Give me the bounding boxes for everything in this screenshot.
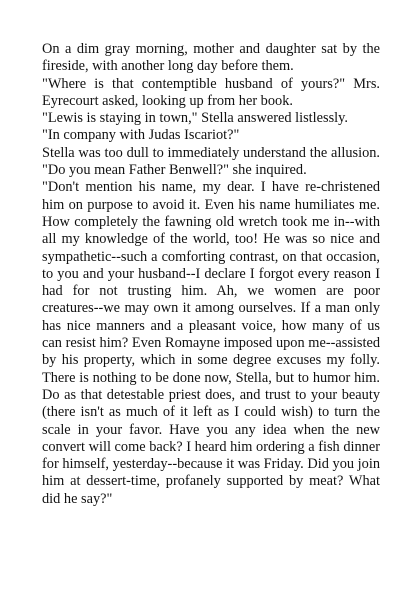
paragraph-5: Stella was too dull to immediately understand the allusion. "Do you mean Father Benwell?" she inquired. [42,144,380,179]
paragraph-4: "In company with Judas Iscariot?" [42,127,240,144]
paragraph-2: "Where is that contemptible husband of yours?" Mrs. Eyrecourt asked, looking up from her book. [42,75,380,109]
paragraph-1: On a dim gray morning, mother and daughter sat by the fireside, with another long day before them. [42,41,380,75]
paragraph-3: "Lewis is staying in town," Stella answered listlessly. [42,110,348,127]
paragraph-6: "Don't mention his name, my dear. I have re-christened him on purpose to avoid it. Even his name humiliates me. How completely the fawning old wretch took me in--with all my knowledge of the world, too! He was so nice and sympathetic--such a comforting contrast, on that occasion, to you and your husband--I declare I forgot every reason I had for not trusting him. Ah, we women are poor creatures--we may own it among ourselves. If a man only has nice manners and a pleasant voice, how many of us can resist him? Even Romayne imposed upon me--assisted by his property, which in some degree excuses my folly. There is nothing to be done now, Stella, but to humor him. Do as that detestable priest does, and trust to your beauty (there isn't as much of it left as I could wish) to turn the scale in your favor. Have you any idea when the new convert will come back? I heard him ordering a fish dinner for himself, yesterday--because it was Friday. Did you join him at dessert-time, profanely supported by meat? What did he say?" [42,179,380,507]
book-page-text [42,41,380,508]
